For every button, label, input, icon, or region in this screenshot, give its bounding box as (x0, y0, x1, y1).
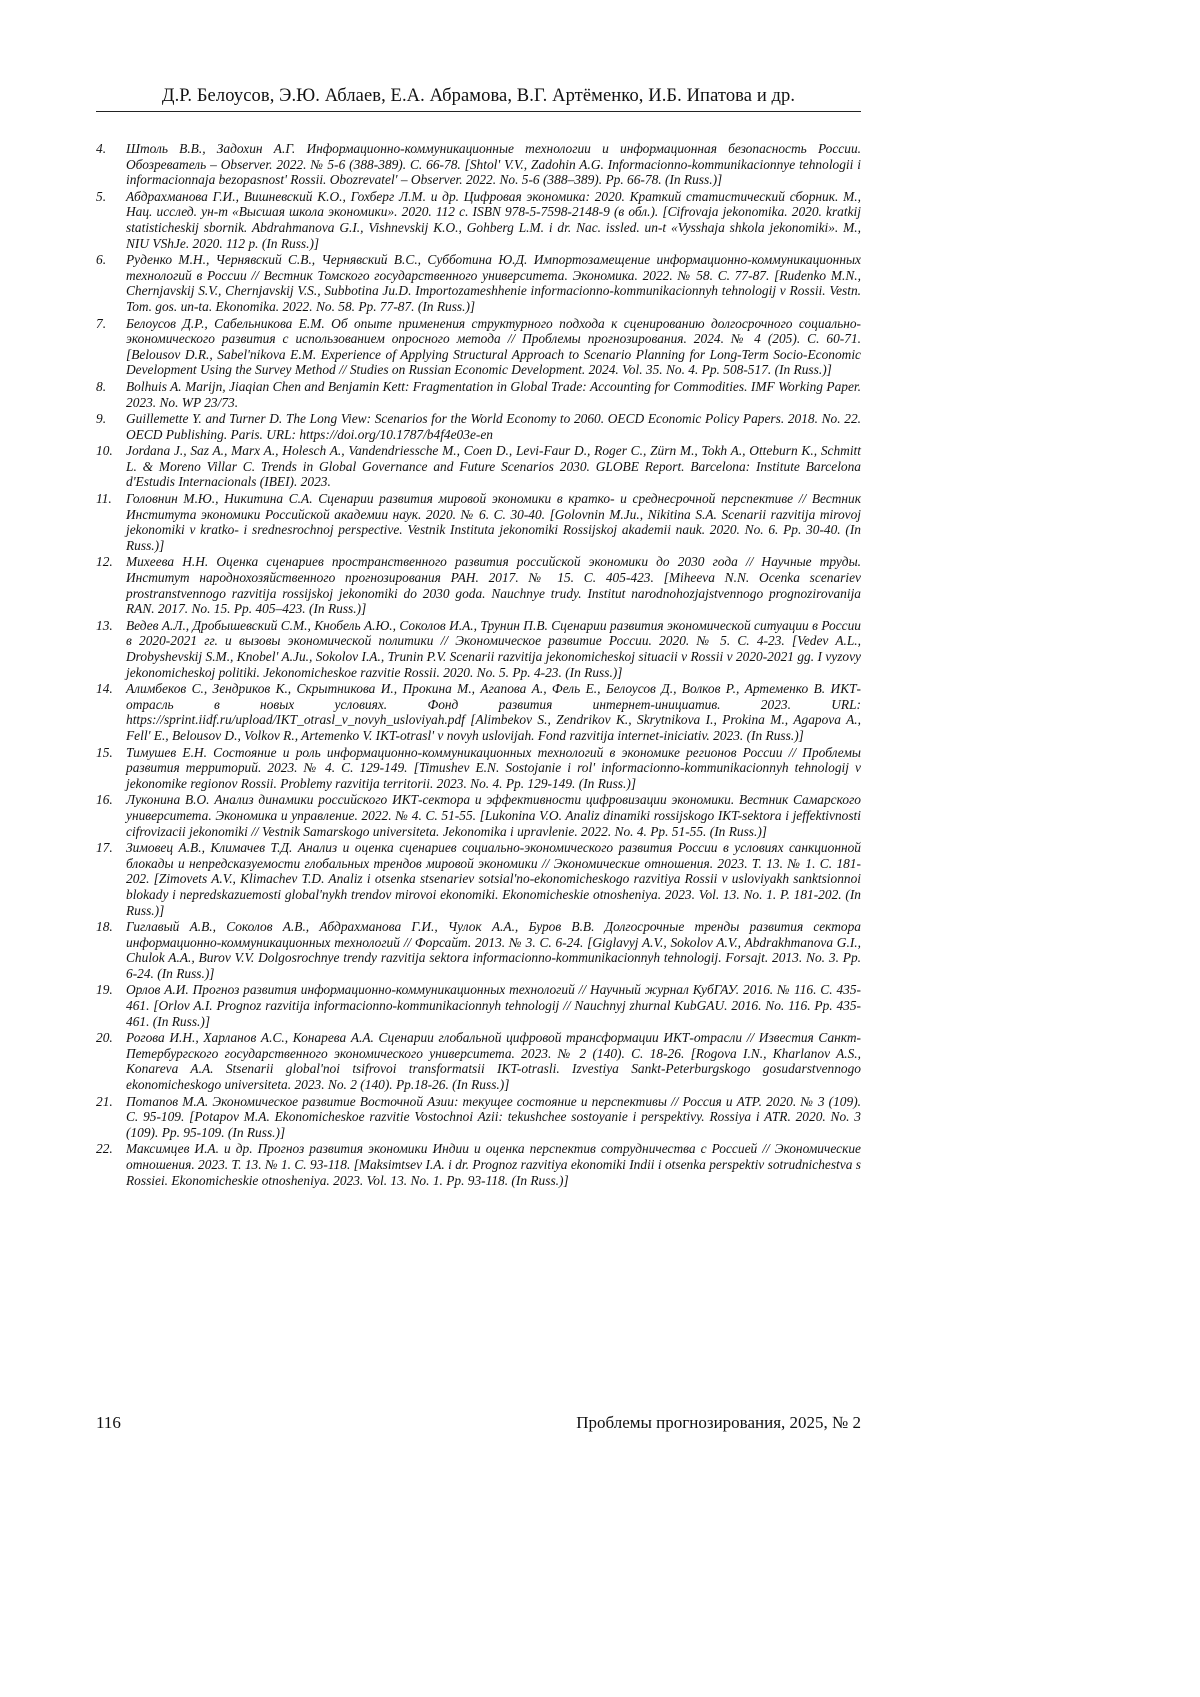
reference-number: 18. (96, 919, 113, 935)
reference-item (96, 316, 861, 378)
page-number: 116 (96, 1413, 121, 1432)
reference-text: Алимбеков С., Зендриков К., Скрытникова И., Прокина М., Агапова А., Фель Е., Белоусов Д., Волков Р., Артеменко В. ИКТ-отрасль в новых условиях. Фонд развития интернет-инициатив. 2023. URL: https://sprint.iidf.ru/upload/IKT_otrasl_v_novyh_usloviyah.pdf [Alimbekov S., Zendrikov K., Skrytnikova I., Prokina M., Agapova A., Fell' E., Belousov D., Volkov R., Artemenko V. IKT-otrasl' v novyh uslovijah. Fond razvitija internet-iniciativ. 2023. (In Russ.)] (126, 681, 861, 743)
reference-number: 16. (96, 792, 113, 808)
running-header-authors: Д.Р. Белоусов, Э.Ю. Аблаев, Е.А. Абрамова, В.Г. Артёменко, И.Б. Ипатова и др. (161, 86, 796, 106)
reference-number: 17. (96, 840, 113, 856)
reference-text: Ведев А.Л., Дробышевский С.М., Кнобель А.Ю., Соколов И.А., Трунин П.В. Сценарии развития экономической ситуации в России в 2020-2021 гг. и вызовы экономической политики // Экономическое развитие России. 2020. № 5. С. 4-23. [Vedev A.L., Drobyshevskij S.M., Knobel' A.Ju., Sokolov I.A., Trunin P.V. Scenarii razvitija jekonomicheskoj situacii v Rossii v 2020-2021 gg. I vyzovy jekonomicheskoj politiki. Jekonomicheskoe razvitie Rossii. 2020. No. 5. Pp. 4-23. (In Russ.)] (126, 617, 861, 680)
reference-text: Bolhuis A. Marijn, Jiaqian Chen and Benjamin Kett: Fragmentation in Global Trade: Accounting for Commodities. IMF Working Paper. 2023. No. WP 23/73. (126, 378, 861, 410)
reference-item (96, 792, 861, 839)
reference-item (96, 443, 861, 490)
reference-list (96, 141, 861, 1189)
reference-item (96, 681, 861, 743)
reference-text: Руденко М.Н., Чернявский С.В., Чернявский В.С., Субботина Ю.Д. Импортозамещение информационно-коммуникационных технологий в России // Вестник Томского государственного университета. Экономика. 2022. № 58. С. 77-87. [Rudenko M.N., Chernjavskij S.V., Chernjavskij V.S., Subbotina Ju.D. Importozameshhenie informacionno-kommunikacionnyh tehnologij v Rossii. Vestn. Tom. gos. un-ta. Ekonomika. 2022. No. 58. Pp. 77-87. (In Russ.)] (126, 252, 861, 314)
reference-number: 22. (96, 1141, 113, 1157)
reference-item (96, 745, 861, 792)
reference-text: Абдрахманова Г.И., Вишневский К.О., Гохберг Л.М. и др. Цифровая экономика: 2020. Краткий статистический сборник. М., Нац. исслед. ун-т «Высшая школа экономики». 2020. 112 с. ISBN 978-5-7598-2148-9 (в обл.). [Cifrovaja jekonomika. 2020. kratkij statisticheskij sbornik. Abdrahmanova G.I., Vishnevskij K.O., Gohberg L.M. i dr. Nac. issled. un-t «Vysshaja shkola jekonomiki». M., NIU VShJe. 2020. 112 p. (In Russ.)] (126, 188, 861, 251)
reference-item (96, 982, 861, 1029)
reference-text: Рогова И.Н., Харланов А.С., Конарева А.А. Сценарии глобальной цифровой трансформации ИКТ-отрасли // Известия Санкт-Петербургского государственного экономического университета. 2023. № 2 (140). С. 18-26. [Rogova I.N., Kharlanov A.S., Konareva A.A. Stsenarii global'noi tsifrovoi transformatsii IKT-otrasli. Izvestiya Sankt-Peterburgskogo gosudarstvennogo ekonomicheskogo universiteta. 2023. No. 2 (140). Pp.18-26. (In Russ.)] (126, 1030, 861, 1093)
reference-number: 15. (96, 744, 113, 760)
reference-text: Луконина В.О. Анализ динамики российского ИКТ-сектора и эффективности цифровизации экономики. Вестник Самарского университета. Экономика и управление. 2022. № 4. С. 51-55. [Lukonina V.O. Analiz dinamiki rossijskogo IKT-sektora i jeffektivnosti cifrovizacii jekonomiki // Vestnik Samarskogo universiteta. Jekonomika i upravlenie. 2022. No. 4. Pp. 51-55. (In Russ.)] (126, 792, 861, 839)
reference-text: Головнин М.Ю., Никитина С.А. Сценарии развития мировой экономики в кратко- и среднесрочной перспективе // Вестник Института экономики Российской академии наук. 2020. № 6. С. 30-40. [Golovnin M.Ju., Nikitina S.A. Scenarii razvitija mirovoj jekonomiki v kratko- i srednesrochnoj perspective. Vestnik Instituta jekonomiki Rossijskoj akademii nauk. 2020. No. 6. Pp. 30-40. (In Russ.)] (126, 491, 861, 553)
reference-number: 19. (96, 982, 113, 998)
reference-number: 12. (96, 554, 113, 570)
reference-item (96, 141, 861, 188)
journal-footer: Проблемы прогнозирования, 2025, № 2 (576, 1413, 861, 1432)
reference-number: 13. (96, 617, 113, 633)
reference-item (96, 1094, 861, 1141)
reference-item (96, 554, 861, 616)
reference-number: 10. (96, 443, 113, 459)
reference-item (96, 840, 861, 918)
reference-text: Максимцев И.А. и др. Прогноз развития экономики Индии и оценка перспектив сотрудничества с Россией // Экономические отношения. 2023. Т. 13. № 1. С. 93-118. [Maksimtsev I.A. i dr. Prognoz razvitiya ekonomiki Indii i otsenka perspektiv sotrudnichestva s Rossiei. Ekonomicheskie otnosheniya. 2023. Vol. 13. No. 1. Pp. 93-118. (In Russ.)] (126, 1141, 861, 1188)
reference-number: 4. (96, 141, 107, 156)
reference-number: 8. (96, 378, 107, 394)
reference-item (96, 919, 861, 981)
reference-text: Зимовец А.В., Климачев Т.Д. Анализ и оценка сценариев социально-экономического развития России в условиях санкционной блокады и непредсказуемости глобальных трендов мировой экономики // Экономические отношения. 2023. Т. 13. № 1. С. 181-202. [Zimovets A.V., Klimachev T.D. Analiz i otsenka stsenariev sotsial'no-ekonomicheskogo razvitiya Rossii v usloviyakh sanktsionnoi blokady i nepredskazuemosti global'nykh trendov mirovoi ekonomiki. Ekonomicheskie otnosheniya. 2023. Vol. 13. No. 1. P. 181-202. (In Russ.)] (126, 840, 861, 918)
reference-text: Михеева Н.Н. Оценка сценариев пространственного развития российской экономики до 2030 года // Научные труды. Институт народнохозяйственного прогнозирования РАН. 2017. № 15. С. 405-423. [Miheeva N.N. Ocenka scenariev prostranstvennogo razvitija rossijskoj jekonomiki do 2030 goda. Nauchnye trudy. Institut narodnohozjajstvennogo prognozirovanija RAN. 2017. No. 15. Pp. 405–423. (In Russ.)] (126, 554, 861, 617)
reference-text: Орлов А.И. Прогноз развития информационно-коммуникационных технологий // Научный журнал КубГАУ. 2016. № 116. С. 435-461. [Orlov A.I. Prognoz razvitija informacionno-kommunikacionnyh tehnologij // Nauchnyj zhurnal KubGAU. 2016. No. 116. Pp. 435-461. (In Russ.)] (126, 982, 861, 1029)
header-rule (96, 111, 861, 112)
reference-text: Штоль В.В., Задохин А.Г. Информационно-коммуникационные технологии и информационная безопасность России. Обозреватель – Observer. 2022. № 5-6 (388-389). С. 66-78. [Shtol' V.V., Zadohin A.G. Informacionno-kommunikacionnye tehnologii i informacionnaja bezopasnost' Rossii. Obozrevatel' – Observer. 2022. No. 5-6 (388–389). Pp. 66-78. (In Russ.)] (126, 141, 861, 188)
reference-item (96, 1141, 861, 1188)
reference-text: Белоусов Д.Р., Сабельникова Е.М. Об опыте применения структурного подхода к сценированию долгосрочного социально-экономического развития с использованием опросного метода // Проблемы прогнозирования. 2024. № 4 (205). С. 60-71. [Belousov D.R., Sabel'nikova E.M. Experience of Applying Structural Approach to Scenario Planning for Long-Term Socio-Economic Development Using the Survey Method // Studies on Russian Economic Development. 2024. Vol. 35. No. 4. Pp. 508-517. (In Russ.)] (126, 315, 861, 378)
reference-item (96, 189, 861, 251)
reference-number: 20. (96, 1030, 113, 1046)
reference-number: 21. (96, 1093, 113, 1109)
reference-number: 11. (96, 491, 112, 507)
reference-item (96, 618, 861, 680)
reference-text: Guillemette Y. and Turner D. The Long View: Scenarios for the World Economy to 2060. OECD Economic Policy Papers. 2018. No. 22. OECD Publishing. Paris. URL: https://doi.org/10.1787/b4f4e03e-en (126, 411, 861, 442)
reference-number: 7. (96, 315, 107, 331)
reference-item (96, 411, 861, 442)
reference-number: 14. (96, 681, 113, 697)
reference-item (96, 491, 861, 553)
reference-number: 9. (96, 411, 107, 427)
reference-text: Jordana J., Saz A., Marx A., Holesch A., Vandendriessche M., Coen D., Levi-Faur D., Roger C., Zürn M., Tokh A., Otteburn K., Schmitt L. & Moreno Villar C. Trends in Global Governance and Future Scenarios 2030. GLOBE Report. Barcelona: Institute Barcelona d'Estudis Internacionals (IBEI). 2023. (126, 443, 861, 490)
reference-item (96, 1030, 861, 1092)
reference-text: Гиглавый А.В., Соколов А.В., Абдрахманова Г.И., Чулок А.А., Буров В.В. Долгосрочные тренды развития сектора информационно-коммуникационных технологий // Форсайт. 2013. № 3. С. 6-24. [Giglavyj A.V., Sokolov A.V., Abdrakhmanova G.I., Chulok A.A., Burov V.V. Dolgosrochnye trendy razvitija sektora informacionno-kommunikacionnyh tehnologij. Forsajt. 2013. No. 3. Pp. 6-24. (In Russ.)] (126, 919, 861, 981)
reference-text: Потапов М.А. Экономическое развитие Восточной Азии: текущее состояние и перспективы // Россия и АТР. 2020. № 3 (109). С. 95-109. [Potapov M.A. Ekonomicheskoe razvitie Vostochnoi Azii: tekushchee sostoyanie i perspektivy. Rossiya i ATR. 2020. No. 3 (109). Pp. 95-109. (In Russ.)] (126, 1093, 861, 1140)
reference-number: 6. (96, 252, 107, 268)
reference-text: Тимушев Е.Н. Состояние и роль информационно-коммуникационных технологий в экономике регионов России // Проблемы развития территорий. 2023. № 4. С. 129-149. [Timushev E.N. Sostojanie i rol' informacionno-kommunikacionnyh tehnologij v jekonomike regionov Rossii. Problemy razvitija territorii. 2023. No. 4. Pp. 129-149. (In Russ.)] (126, 744, 861, 791)
reference-item (96, 252, 861, 314)
reference-number: 5. (96, 188, 107, 204)
reference-item (96, 379, 861, 410)
